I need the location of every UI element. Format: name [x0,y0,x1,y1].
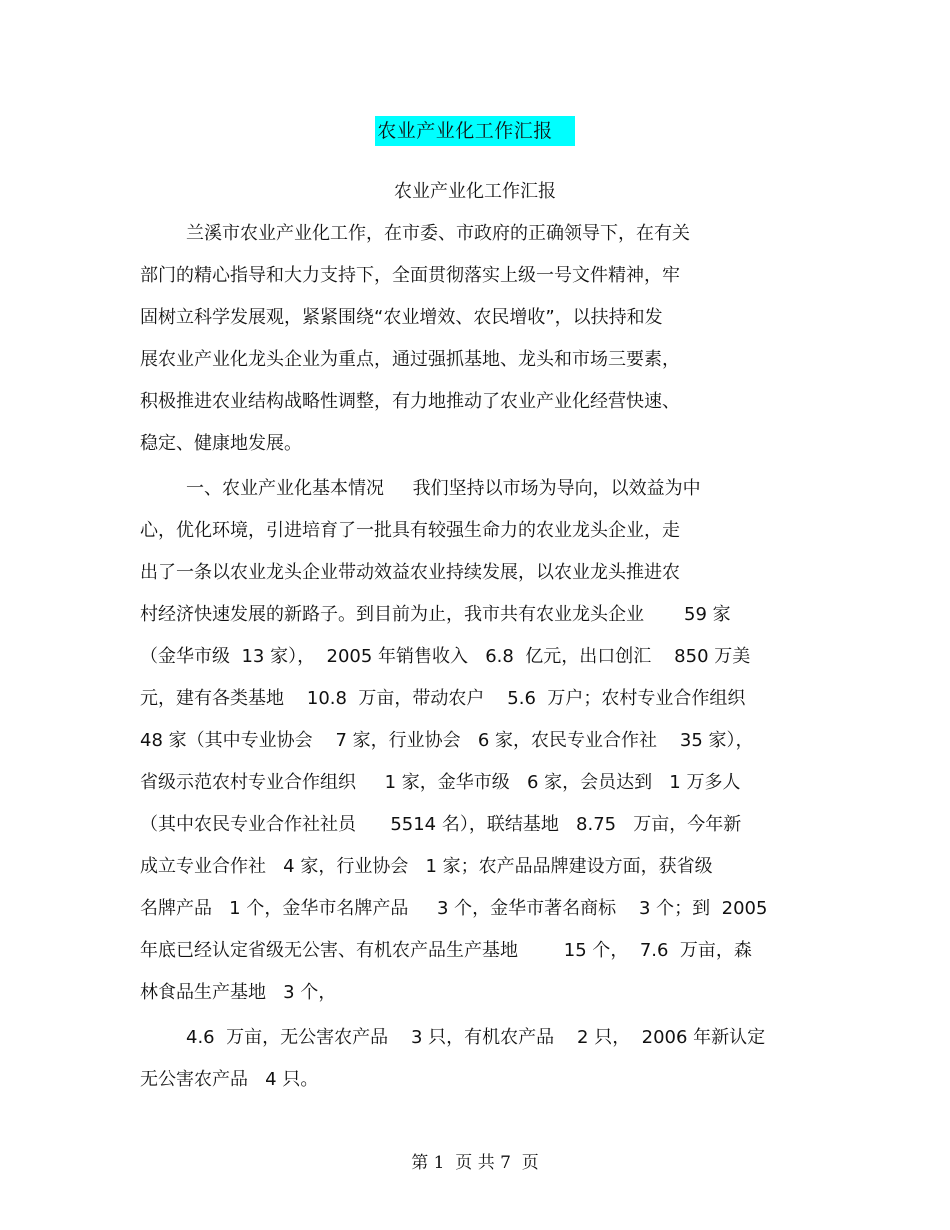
paragraph-line: 出了一条以农业龙头企业带动效益农业持续发展，以农业龙头推进农 [140,562,680,583]
paragraph-line: 心，优化环境，引进培育了一批具有较强生命力的农业龙头企业，走 [140,520,680,541]
paragraph-line: 元，建有各类基地 10.8 万亩，带动农户 5.6 万户；农村专业合作组织 [140,688,746,709]
paragraph-line: （金华市级 13 家）， 2005 年销售收入 6.8 亿元，出口创汇 850 万美 [140,646,751,667]
document-subtitle: 农业产业化工作汇报 [394,181,556,202]
paragraph-line: 村经济快速发展的新路子。到目前为止，我市共有农业龙头企业 59 家 [140,604,731,625]
paragraph-line: 林食品生产基地 3 个， [140,982,337,1003]
paragraph-line: 成立专业合作社 4 家，行业协会 1 家；农产品品牌建设方面，获省级 [140,856,713,877]
paragraph-line: 部门的精心指导和大力支持下，全面贯彻落实上级一号文件精神，牢 [140,265,680,286]
document-title: 农业产业化工作汇报 [375,116,575,146]
paragraph-line: 省级示范农村专业合作组织 1 家，金华市级 6 家，会员达到 1 万多人 [140,772,741,793]
paragraph-line: 一、农业产业化基本情况 我们坚持以市场为导向，以效益为中 [186,478,701,499]
page-number-footer: 第 1 页 共 7 页 [411,1153,539,1173]
paragraph-line: 年底已经认定省级无公害、有机农产品生产基地 15 个， 7.6 万亩，森 [140,940,752,961]
paragraph-line: 4.6 万亩，无公害农产品 3 只，有机农产品 2 只， 2006 年新认定 [186,1027,766,1048]
paragraph-line: 稳定、健康地发展。 [140,433,302,454]
paragraph-line: 展农业产业化龙头企业为重点，通过强抓基地、龙头和市场三要素， [140,349,680,370]
paragraph-line: 积极推进农业结构战略性调整，有力地推动了农业产业化经营快速、 [140,391,680,412]
paragraph-line: 48 家（其中专业协会 7 家，行业协会 6 家，农民专业合作社 35 家）， [140,730,754,751]
paragraph-line: （其中农民专业合作社社员 5514 名），联结基地 8.75 万亩，今年新 [140,814,742,835]
paragraph-line: 无公害农产品 4 只。 [140,1069,319,1090]
title-container [0,116,950,146]
paragraph-line: 兰溪市农业产业化工作，在市委、市政府的正确领导下，在有关 [186,223,690,244]
paragraph-line: 固树立科学发展观，紧紧围绕“农业增效、农民增收”，以扶持和发 [140,307,663,328]
paragraph-line: 名牌产品 1 个，金华市名牌产品 3 个，金华市著名商标 3 个；到 2005 [140,898,768,919]
